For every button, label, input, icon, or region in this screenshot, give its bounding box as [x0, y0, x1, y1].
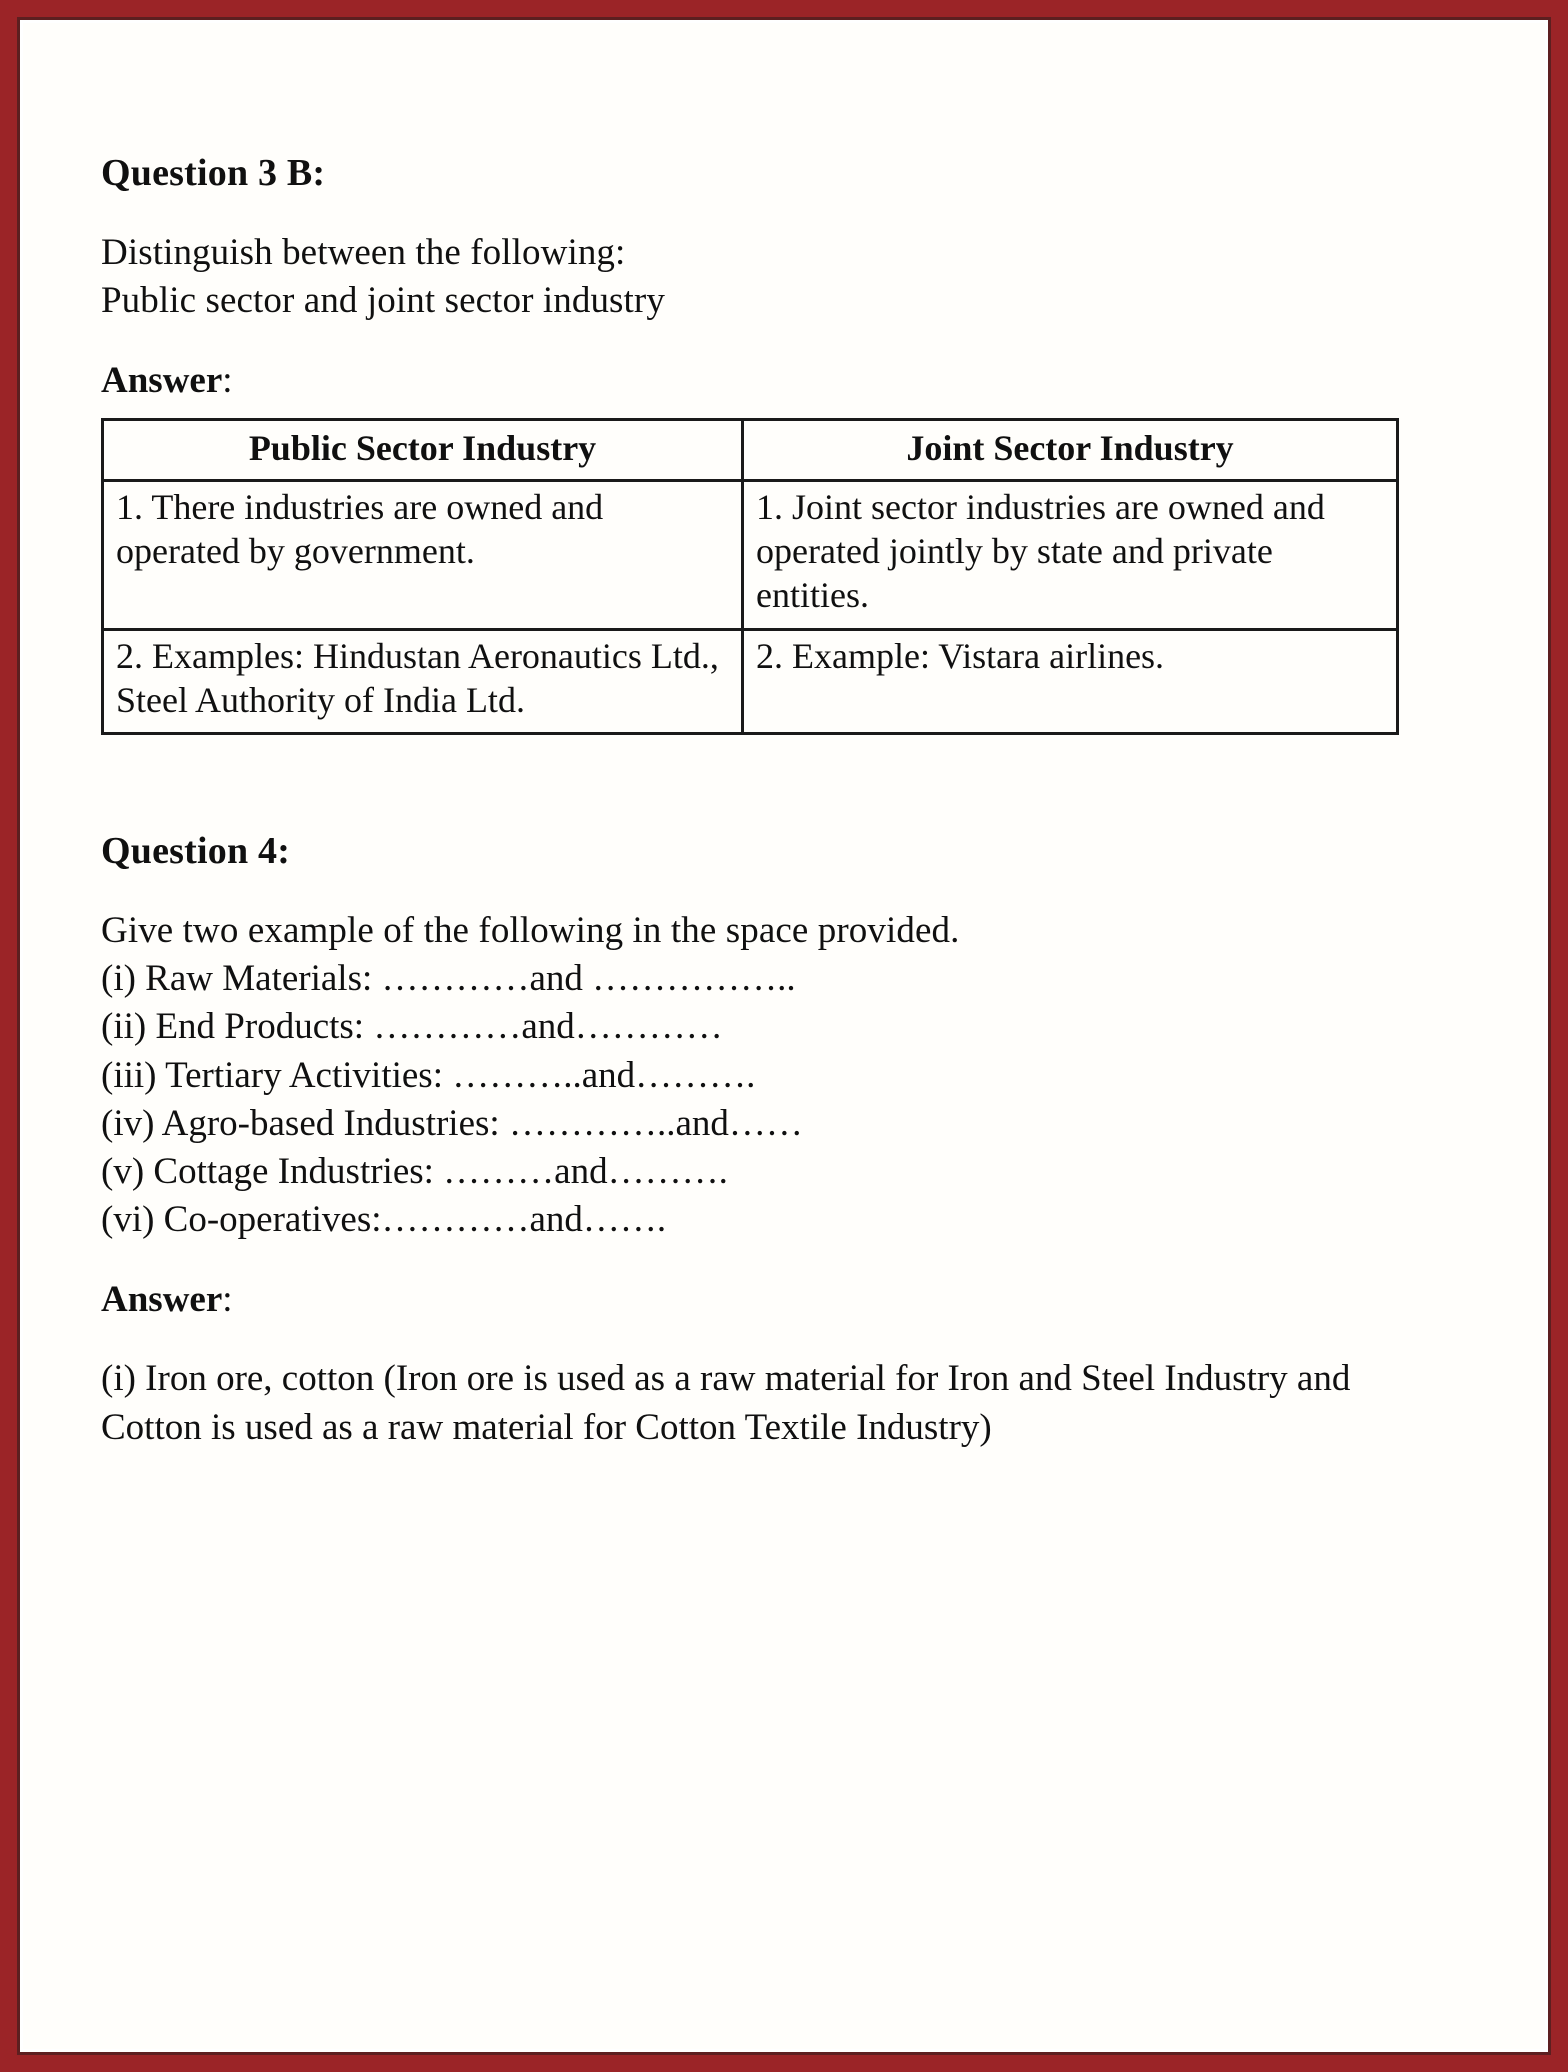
- list-item: (vi) Co-operatives:…………and…….: [101, 1198, 667, 1240]
- question-3b-prompt-line-2: Public sector and joint sector industry: [101, 279, 665, 321]
- answer-label-text: Answer: [101, 359, 223, 401]
- spacer: [101, 1244, 1441, 1278]
- question-4-answer-label: [101, 1278, 1441, 1321]
- document-content: [101, 153, 1441, 1453]
- question-4-item-list: [101, 955, 1441, 1244]
- question-3b-prompt-line-1: Distinguish between the following:: [101, 231, 626, 273]
- table-cell-public-point-1: 1. There industries are owned and operated by government.: [103, 480, 743, 629]
- question-4-answer-text: (i) Iron ore, cotton (Iron ore is used as a raw material for Iron and Steel Industry and Cotton is used as a raw material for Cotton Textile Industry): [101, 1357, 1351, 1448]
- list-item: (ii) End Products: …………and…………: [101, 1006, 723, 1048]
- public-vs-joint-sector-table: [101, 418, 1399, 735]
- page-sheet: [23, 23, 1545, 2049]
- answer-label-colon: :: [222, 359, 233, 401]
- spacer: [101, 402, 1441, 418]
- spacer: [101, 735, 1441, 831]
- list-item: (iii) Tertiary Activities: ………..and……….: [101, 1054, 756, 1096]
- table-header-joint-sector: Joint Sector Industry: [743, 419, 1398, 480]
- answer-label-text: Answer: [101, 1278, 223, 1320]
- spacer: [101, 325, 1441, 359]
- list-item: (v) Cottage Industries: ………and……….: [101, 1150, 728, 1192]
- spacer: [101, 1321, 1441, 1355]
- table-cell-joint-point-1: 1. Joint sector industries are owned and operated jointly by state and private entities.: [743, 480, 1398, 629]
- question-3b-answer-label: [101, 359, 1441, 402]
- list-item: (i) Raw Materials: …………and ……………..: [101, 958, 796, 1000]
- page-inner-rule: [17, 17, 1551, 2055]
- table-header-row: [103, 419, 1398, 480]
- table-row: [103, 629, 1398, 734]
- table-header-public-sector: Public Sector Industry: [103, 419, 743, 480]
- table-row: [103, 480, 1398, 629]
- question-4-prompt: Give two example of the following in the space provided.: [101, 910, 960, 952]
- question-4-heading: Question 4:: [101, 830, 291, 873]
- table-cell-joint-point-2: 2. Example: Vistara airlines.: [743, 629, 1398, 734]
- table-cell-public-point-2: 2. Examples: Hindustan Aeronautics Ltd., Steel Authority of India Ltd.: [103, 629, 743, 734]
- list-item: (iv) Agro-based Industries: …………..and……: [101, 1102, 803, 1144]
- answer-label-colon: :: [222, 1278, 233, 1320]
- question-3b-heading: Question 3 B:: [101, 152, 326, 194]
